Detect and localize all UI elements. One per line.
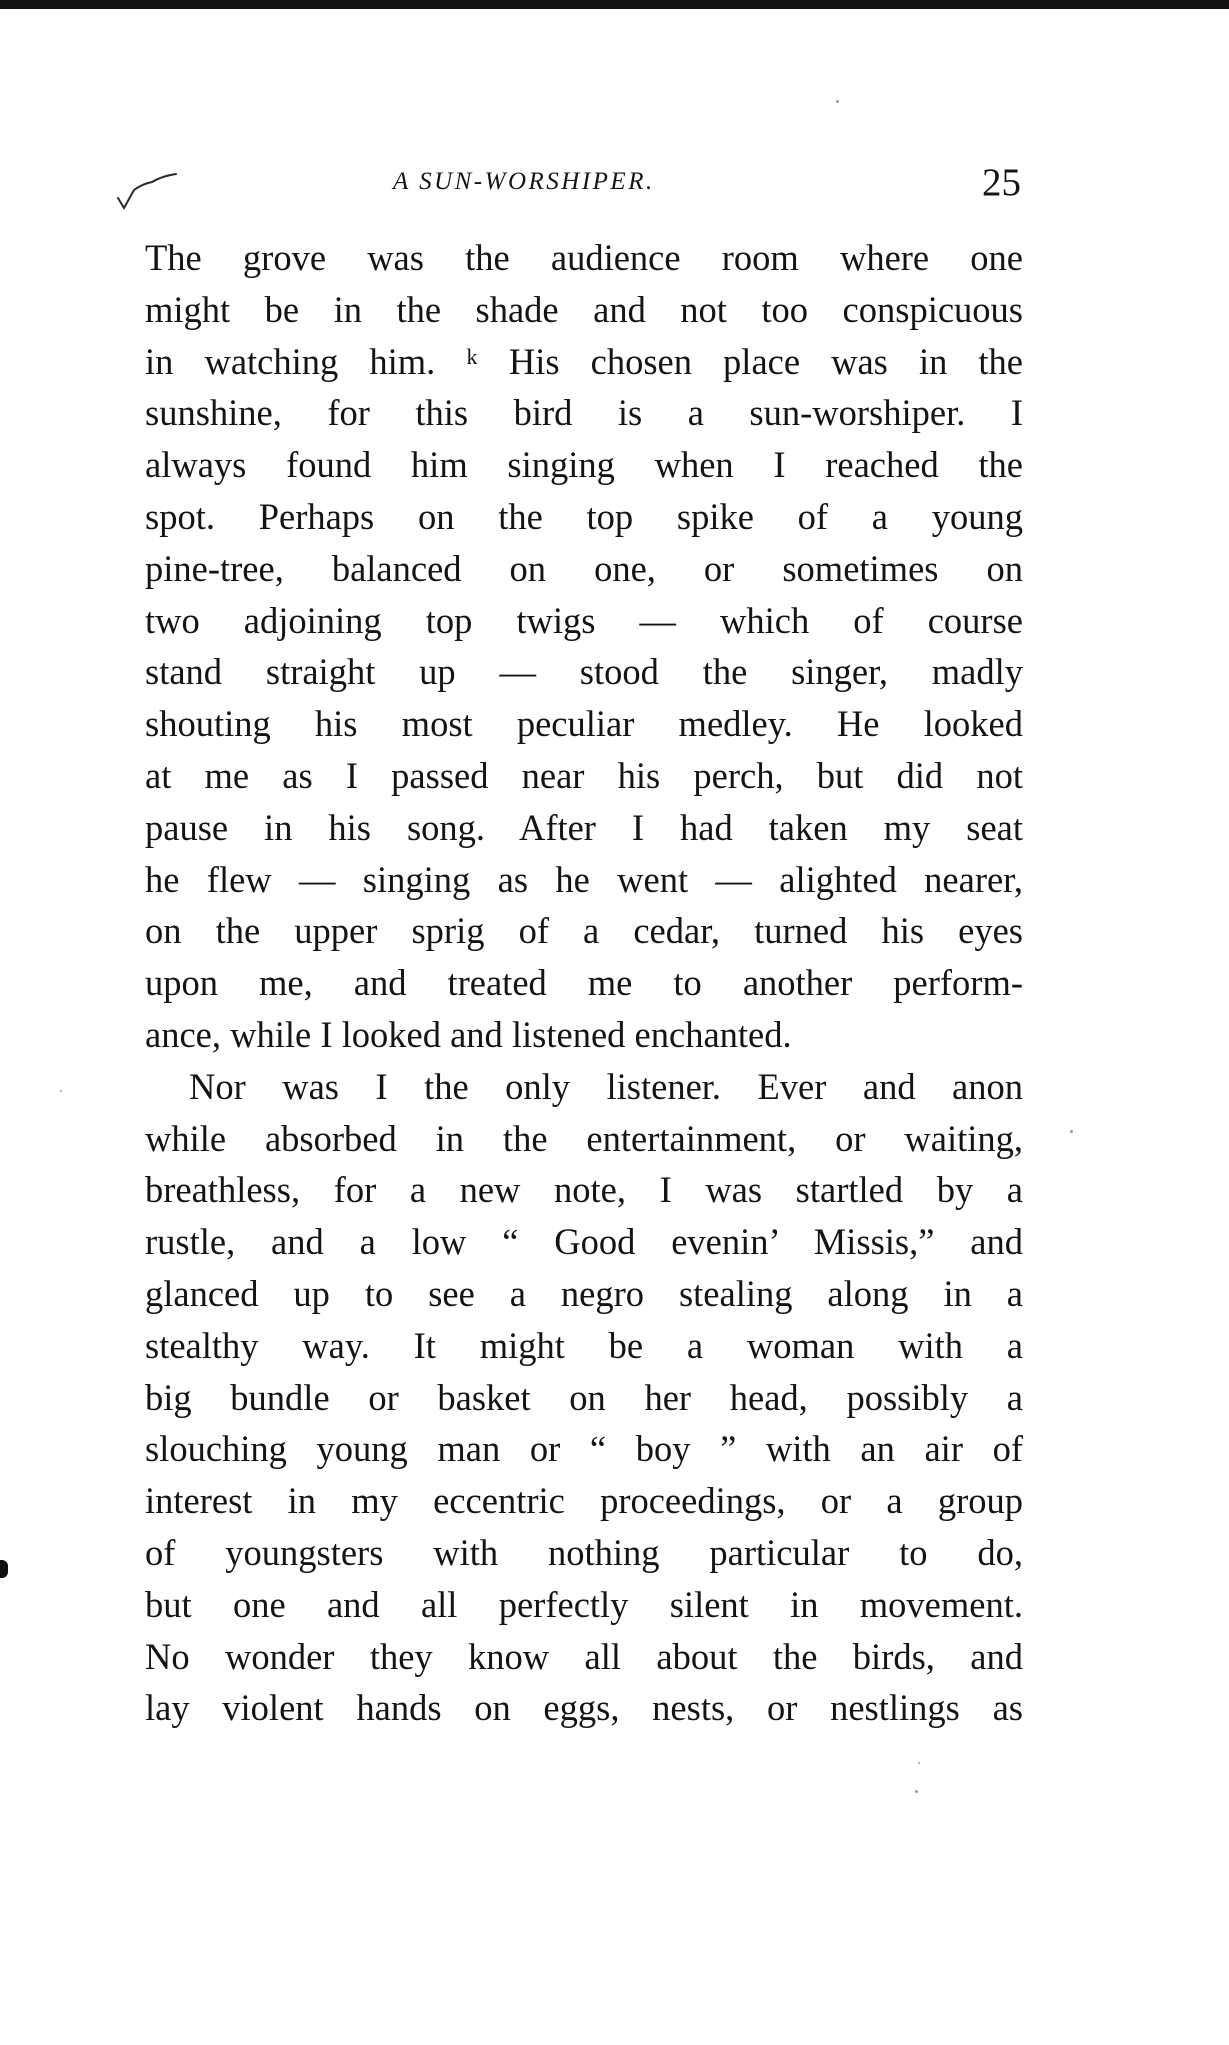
running-title: A SUN-WORSHIPER. <box>393 168 655 195</box>
text-line: always found him singing when I reached the <box>145 444 1023 486</box>
text-line: stealthy way. It might be a woman with a <box>145 1324 1023 1366</box>
text-line: interest in my eccentric proceedings, or a group <box>145 1480 1023 1522</box>
paragraph-1 <box>145 232 1023 1061</box>
text-line: on the upper sprig of a cedar, turned his eyes <box>145 910 1023 952</box>
top-edge-rule <box>0 0 1229 9</box>
text-line: pine-tree, balanced on one, or sometimes on <box>145 547 1023 589</box>
text-line: stand straight up — stood the singer, madly <box>145 651 1023 693</box>
text-line: Nor was I the only listener. Ever and anon <box>189 1065 1023 1107</box>
text-line: shouting his most peculiar medley. He looked <box>145 703 1023 745</box>
paper-speck <box>836 100 839 103</box>
text-line: he flew — singing as he went — alighted nearer, <box>145 858 1023 900</box>
text-line: lay violent hands on eggs, nests, or nestlings as <box>145 1687 1023 1729</box>
text-line: sunshine, for this bird is a sun-worshiper. I <box>145 392 1023 434</box>
text-line: glanced up to see a negro stealing along in a <box>145 1272 1023 1314</box>
text-line: big bundle or basket on her head, possibly a <box>145 1376 1023 1418</box>
margin-ink-blot <box>0 1560 8 1578</box>
paper-speck <box>915 1790 918 1793</box>
text-line: of youngsters with nothing particular to do, <box>145 1531 1023 1573</box>
text-line: ance, while I looked and listened enchanted. <box>145 1013 792 1055</box>
text-line: but one and all perfectly silent in movement. <box>145 1583 1023 1625</box>
text-line: at me as I passed near his perch, but did not <box>145 754 1023 796</box>
text-line: while absorbed in the entertainment, or waiting, <box>145 1117 1023 1159</box>
text-line: upon me, and treated me to another perform- <box>145 962 1023 1004</box>
paper-speck <box>918 1762 920 1764</box>
text-line: slouching young man or “ boy ” with an air of <box>145 1428 1023 1470</box>
text-line: might be in the shade and not too conspicuous <box>145 288 1023 330</box>
text-line: pause in his song. After I had taken my seat <box>145 806 1023 848</box>
text-line: rustle, and a low “ Good evenin’ Missis,” and <box>145 1221 1023 1263</box>
text-line: two adjoining top twigs — which of course <box>145 599 1023 641</box>
paper-speck <box>60 1090 62 1092</box>
body-text <box>145 232 1023 1734</box>
page-number: 25 <box>982 161 1021 204</box>
paper-speck <box>1070 1130 1073 1133</box>
text-line: The grove was the audience room where one <box>145 237 1023 278</box>
text-line: breathless, for a new note, I was startled by a <box>145 1169 1023 1211</box>
text-line: No wonder they know all about the birds, and <box>145 1635 1023 1677</box>
page-header <box>145 160 1023 208</box>
text-line: spot. Perhaps on the top spike of a young <box>145 495 1023 537</box>
paragraph-2 <box>145 1061 1023 1734</box>
text-line: in watching him. ᵏ His chosen place was in the <box>145 340 1023 382</box>
